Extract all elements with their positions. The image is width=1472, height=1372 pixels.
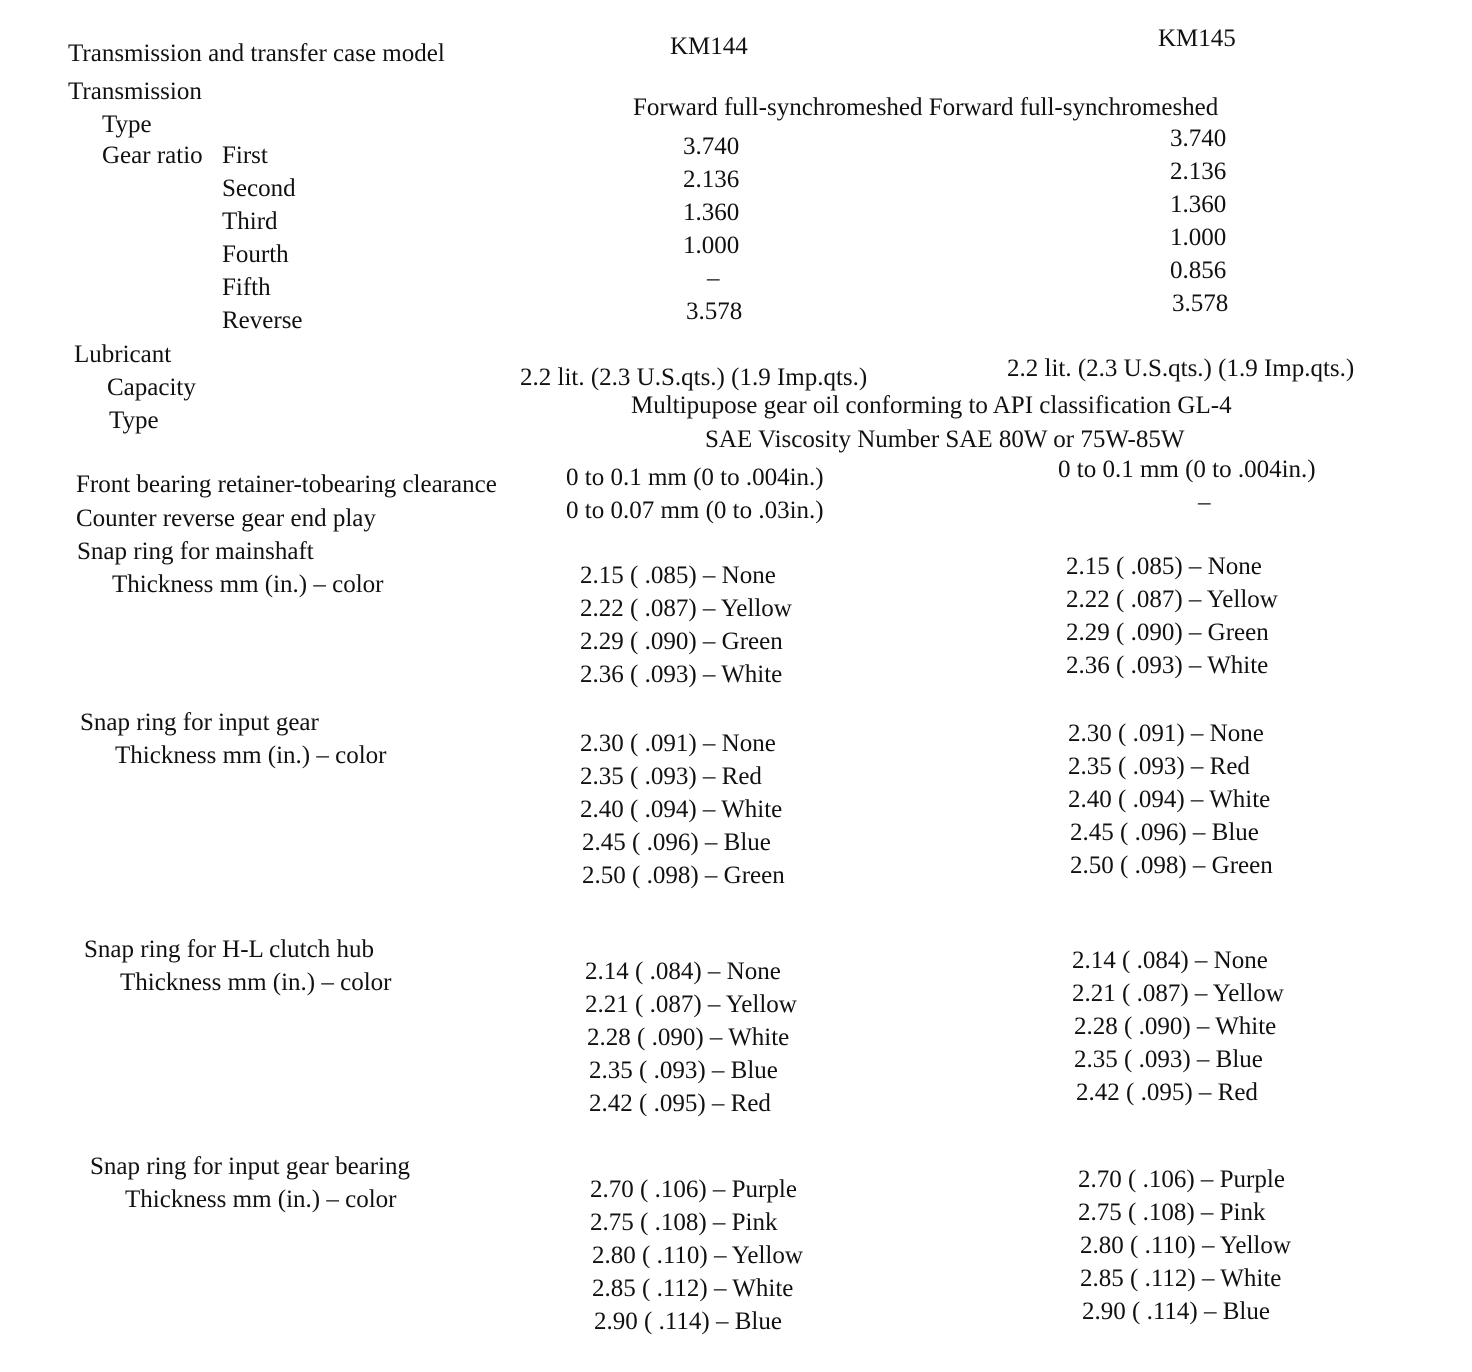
transmission-type-label: Type — [102, 111, 152, 138]
snap-ring-km145: 2.35 ( .093) – Red — [1068, 753, 1250, 780]
transmission-heading: Transmission — [68, 78, 202, 105]
snap-ring-label: Snap ring for H-L clutch hub — [84, 936, 374, 963]
snap-ring-km144: 2.14 ( .084) – None — [585, 958, 781, 985]
snap-ring-km144: 2.22 ( .087) – Yellow — [580, 595, 792, 622]
snap-ring-km145: 2.14 ( .084) – None — [1072, 947, 1268, 974]
gear-name: Reverse — [222, 307, 303, 334]
gear-ratio-km144: 2.136 — [683, 166, 740, 193]
snap-ring-km145: 2.21 ( .087) – Yellow — [1072, 980, 1284, 1007]
snap-ring-km144: 2.85 ( .112) – White — [592, 1275, 794, 1302]
lubricant-capacity-km145: 2.2 lit. (2.3 U.S.qts.) (1.9 Imp.qts.) — [1007, 355, 1355, 382]
snap-ring-km144: 2.30 ( .091) – None — [580, 730, 776, 757]
model-km145: KM145 — [1158, 25, 1236, 52]
snap-ring-label: Snap ring for input gear — [80, 709, 319, 736]
transmission-type-value: Forward full-synchromeshed Forward full-synchromeshed — [633, 94, 1219, 121]
snap-ring-km144: 2.90 ( .114) – Blue — [594, 1308, 782, 1335]
snap-ring-km145: 2.85 ( .112) – White — [1080, 1265, 1282, 1292]
snap-ring-km145: 2.80 ( .110) – Yellow — [1080, 1232, 1291, 1259]
snap-ring-km144: 2.42 ( .095) – Red — [589, 1090, 771, 1117]
snap-ring-km144: 2.15 ( .085) – None — [580, 562, 776, 589]
snap-ring-km145: 2.36 ( .093) – White — [1066, 652, 1269, 679]
gear-name: First — [222, 142, 268, 169]
snap-ring-km144: 2.35 ( .093) – Red — [580, 763, 762, 790]
snap-ring-km144: 2.80 ( .110) – Yellow — [592, 1242, 803, 1269]
snap-ring-km145: 2.42 ( .095) – Red — [1076, 1079, 1258, 1106]
snap-ring-sublabel: Thickness mm (in.) – color — [115, 742, 387, 769]
snap-ring-km145: 2.40 ( .094) – White — [1068, 786, 1271, 813]
snap-ring-km144: 2.36 ( .093) – White — [580, 661, 783, 688]
gear-ratio-km145: 3.578 — [1172, 290, 1229, 317]
lubricant-type-line2: SAE Viscosity Number SAE 80W or 75W-85W — [705, 426, 1185, 453]
gear-ratio-km145: 0.856 — [1170, 257, 1227, 284]
gear-ratio-km145: 1.000 — [1170, 224, 1227, 251]
snap-ring-km145: 2.75 ( .108) – Pink — [1078, 1199, 1266, 1226]
snap-ring-km144: 2.28 ( .090) – White — [587, 1024, 790, 1051]
snap-ring-km145: 2.90 ( .114) – Blue — [1082, 1298, 1270, 1325]
snap-ring-km145: 2.50 ( .098) – Green — [1070, 852, 1273, 879]
gear-ratio-km144: 1.000 — [683, 232, 740, 259]
lubricant-type-line1: Multipupose gear oil conforming to API classification GL-4 — [631, 392, 1232, 419]
gear-ratio-km144: – — [707, 265, 720, 292]
gear-ratio-km145: 1.360 — [1170, 191, 1227, 218]
gear-name: Fifth — [222, 274, 271, 301]
gear-name: Fourth — [222, 241, 289, 268]
lubricant-type-label: Type — [109, 407, 159, 434]
gear-ratio-km145: 3.740 — [1170, 125, 1227, 152]
model-label: Transmission and transfer case model — [68, 40, 445, 67]
snap-ring-km144: 2.21 ( .087) – Yellow — [585, 991, 797, 1018]
snap-ring-km144: 2.50 ( .098) – Green — [582, 862, 785, 889]
snap-ring-km145: 2.22 ( .087) – Yellow — [1066, 586, 1278, 613]
lubricant-capacity-km144: 2.2 lit. (2.3 U.S.qts.) (1.9 Imp.qts.) — [520, 364, 868, 391]
snap-ring-km145: 2.70 ( .106) – Purple — [1078, 1166, 1285, 1193]
gear-ratio-km144: 3.740 — [683, 133, 740, 160]
clearance-km144: 0 to 0.1 mm (0 to .004in.) — [566, 464, 824, 491]
lubricant-heading: Lubricant — [74, 341, 172, 368]
snap-ring-km145: 2.30 ( .091) – None — [1068, 720, 1264, 747]
clearance-km144: 0 to 0.07 mm (0 to .03in.) — [566, 497, 824, 524]
gear-name: Second — [222, 175, 296, 202]
snap-ring-label: Snap ring for input gear bearing — [90, 1153, 411, 1180]
snap-ring-km144: 2.75 ( .108) – Pink — [590, 1209, 778, 1236]
snap-ring-sublabel: Thickness mm (in.) – color — [125, 1186, 397, 1213]
snap-ring-km144: 2.29 ( .090) – Green — [580, 628, 783, 655]
clearance-label: Counter reverse gear end play — [76, 505, 376, 532]
snap-ring-km145: 2.45 ( .096) – Blue — [1070, 819, 1259, 846]
snap-ring-sublabel: Thickness mm (in.) – color — [112, 571, 384, 598]
clearance-km145: 0 to 0.1 mm (0 to .004in.) — [1058, 456, 1316, 483]
snap-ring-km145: 2.15 ( .085) – None — [1066, 553, 1262, 580]
gear-ratio-km144: 3.578 — [686, 298, 743, 325]
snap-ring-km145: 2.29 ( .090) – Green — [1066, 619, 1269, 646]
gear-ratio-km144: 1.360 — [683, 199, 740, 226]
gear-ratio-km145: 2.136 — [1170, 158, 1227, 185]
snap-ring-label: Snap ring for mainshaft — [77, 538, 314, 565]
snap-ring-km144: 2.35 ( .093) – Blue — [589, 1057, 778, 1084]
snap-ring-km144: 2.45 ( .096) – Blue — [582, 829, 771, 856]
model-km144: KM144 — [670, 33, 748, 60]
snap-ring-sublabel: Thickness mm (in.) – color — [120, 969, 392, 996]
clearance-label: Front bearing retainer-tobearing clearance — [76, 471, 497, 498]
snap-ring-km144: 2.70 ( .106) – Purple — [590, 1176, 797, 1203]
gear-ratio-label: Gear ratio — [102, 142, 203, 169]
snap-ring-km144: 2.40 ( .094) – White — [580, 796, 783, 823]
clearance-km145: – — [1198, 489, 1211, 516]
snap-ring-km145: 2.35 ( .093) – Blue — [1074, 1046, 1263, 1073]
gear-name: Third — [222, 208, 278, 235]
snap-ring-km145: 2.28 ( .090) – White — [1074, 1013, 1277, 1040]
lubricant-capacity-label: Capacity — [107, 374, 196, 401]
